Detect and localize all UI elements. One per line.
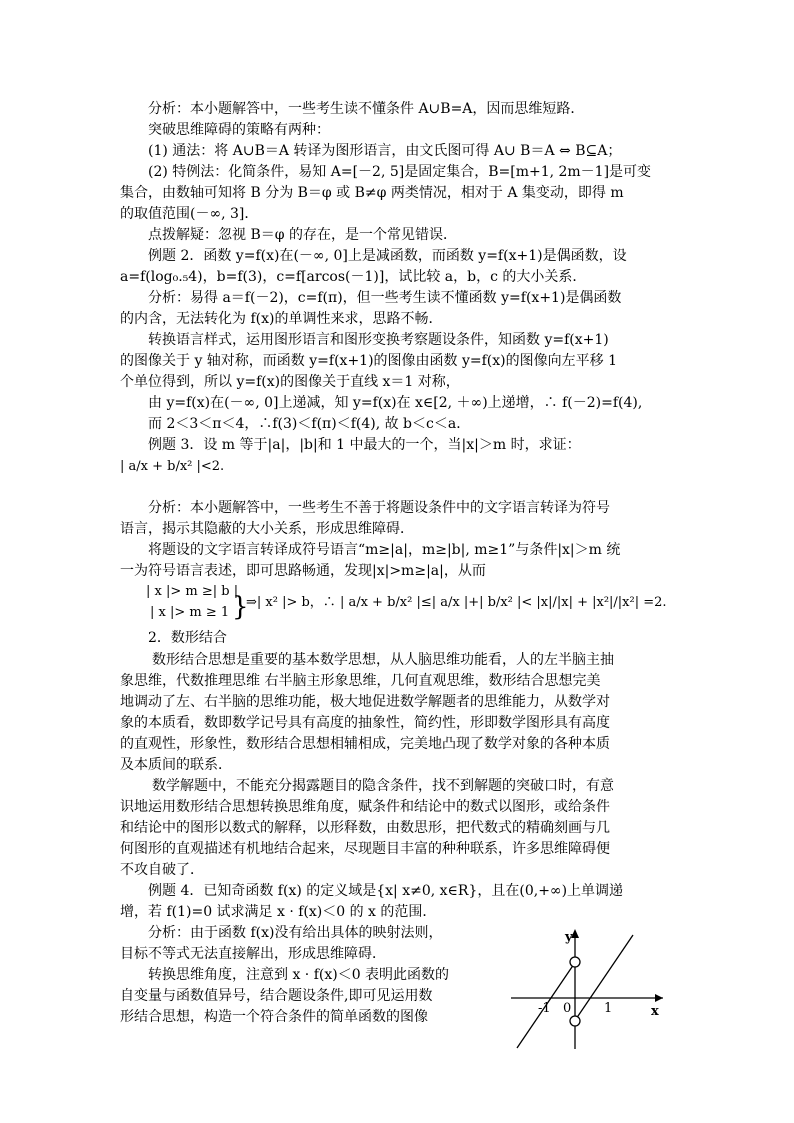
- text-line: 转换语言样式，运用图形语言和图形变换考察题设条件，知函数 y=f(x+1): [148, 332, 609, 348]
- text-line: 集合，由数轴可知将 B 分为 B＝φ 或 B≠φ 两类情况，相对于 A 集变动，即得 m: [120, 185, 624, 201]
- ex3-claim-formula: | a/x + b/x² |<2.: [120, 459, 225, 474]
- text-line: 的图像关于 y 轴对称，而函数 y=f(x+1)的图像由函数 y=f(x)的图像向左平移 1: [120, 353, 617, 369]
- text-line: (2) 特例法：化简条件，易知 A=[－2, 5]是固定集合，B=[m+1, 2m－1]是可变: [148, 164, 652, 180]
- text-line: 一为符号语言表述，即可思路畅通，发现|x|>m≥|a|，从而: [120, 563, 486, 579]
- section-heading: 2．数形结合: [148, 630, 227, 646]
- x-axis-arrow-icon: [655, 994, 663, 1002]
- tick-label-neg1: -1: [538, 1001, 551, 1016]
- text-line: 突破思维障碍的策略有两种：: [148, 122, 330, 138]
- text-line: 的取值范围(－∞, 3]．: [120, 206, 259, 222]
- text-line: 例题 2．函数 y=f(x)在(－∞, 0]上是减函数，而函数 y=f(x+1)是偶函数，设: [148, 248, 627, 264]
- text-line: 将题设的文字语言转译成符号语言“m≥|a|，m≥|b|, m≥1”与条件|x|＞m 统: [148, 542, 621, 558]
- open-point-upper: [570, 957, 580, 967]
- ex3-chain-formula: ⇒| x² |> b，∴ | a/x + b/x² |≤| a/x |+| b/x² |< |x|/|x| + |x²|/|x²| =2.: [246, 595, 667, 610]
- text-line: 的内含，无法转化为 f(x)的单调性来求，思路不畅．: [120, 311, 443, 327]
- text-line: 分析：由于函数 f(x)没有给出具体的映射法则，: [148, 925, 443, 941]
- ex3-system-line-2: | x |> m ≥ 1: [150, 605, 230, 620]
- text-line: 象的本质看，数即数学记号具有高度的抽象性，简约性，形即数学图形具有高度: [120, 715, 610, 731]
- text-line: 识地运用数形结合思想转换思维角度，赋条件和结论中的数式以图形，或给条件: [120, 799, 610, 815]
- text-line: 目标不等式无法直接解出，形成思维障碍．: [120, 946, 386, 962]
- y-label: y: [565, 930, 573, 945]
- x-label: x: [651, 1004, 659, 1019]
- text-line: 分析：本小题解答中，一些考生读不懂条件 A∪B=A，因而思维短路．: [148, 101, 585, 117]
- text-line: 不攻自破了．: [120, 862, 204, 878]
- tick-label-1: 1: [604, 1001, 613, 1016]
- text-line: 分析：本小题解答中，一些考生不善于将题设条件中的文字语言转译为符号: [148, 500, 610, 516]
- text-line: 象思维，代数推理思维 右半脑主形象思维，几何直观思维，数形结合思想完美: [120, 673, 601, 689]
- text-line: 地调动了左、右半脑的思维功能，极大地促进数学解题者的思维能力，从数学对: [120, 694, 610, 710]
- text-line: 而 2＜3＜π＜4，∴f(3)＜f(π)＜f(4), 故 b＜c＜a．: [148, 416, 471, 432]
- text-line: 语言，揭示其隐蔽的大小关系，形成思维障碍．: [120, 521, 414, 537]
- text-line: 由 y=f(x)在(－∞, 0]上递减，知 y=f(x)在 x∈[2, ＋∞)上递增，∴ f(－2)=f(4),: [148, 395, 643, 411]
- ex3-system-line-1: | x |> m ≥| b |: [146, 584, 239, 599]
- text-line: 何图形的直观描述有机地结合起来，尽现题目丰富的种种联系，许多思维障碍便: [120, 841, 610, 857]
- text-line: 形结合思想，构造一个符合条件的简单函数的图像: [120, 1009, 428, 1025]
- open-point-lower: [570, 1016, 580, 1026]
- text-line: 的直观性，形象性，数形结合思想相辅相成，完美地凸现了数学对象的各种本质: [120, 736, 610, 752]
- text-line: 增，若 f(1)=0 试求满足 x · f(x)＜0 的 x 的范围．: [120, 904, 437, 920]
- text-line: 分析：易得 a＝f(－2)，c=f(π)，但一些考生读不懂函数 y=f(x+1)是偶函数: [148, 290, 622, 306]
- text-line: 个单位得到，所以 y=f(x)的图像关于直线 x＝1 对称，: [120, 374, 460, 390]
- text-line: a=f(log₀.₅4)，b=f(3)，c=f[arcos(－1)]，试比较 a，b，c 的大小关系．: [120, 269, 587, 285]
- tick-label-0: 0: [563, 1001, 572, 1016]
- odd-function-graph: [505, 925, 675, 1055]
- text-line: 数形结合思想是重要的基本数学思想，从人脑思维功能看，人的左半脑主抽: [152, 652, 614, 668]
- text-line: 例题 4．已知奇函数 f(x) 的定义域是{x| x≠0, x∈R}，且在(0,+∞)上单调递: [148, 883, 624, 899]
- text-line: 和结论中的图形以数式的解释，以形释数，由数思形，把代数式的精确刻画与几: [120, 820, 610, 836]
- text-line: (1) 通法：将 A∪B＝A 转译为图形语言，由文氏图可得 A∪ B＝A ⇔ B⊆A；: [148, 143, 622, 159]
- text-line: 点拨解疑：忽视 B＝φ 的存在，是一个常见错误．: [148, 227, 457, 243]
- text-line: 及本质间的联系．: [120, 757, 232, 773]
- text-line: 数学解题中，不能充分揭露题目的隐含条件，找不到解题的突破口时，有意: [152, 778, 614, 794]
- text-line: 转换思维角度，注意到 x · f(x)＜0 表明此函数的: [148, 967, 450, 983]
- system-brace: }: [232, 592, 249, 622]
- text-line: 自变量与函数值异号，结合题设条件,即可见运用数: [120, 988, 433, 1004]
- text-line: 例题 3．设 m 等于|a|，|b|和 1 中最大的一个，当|x|＞m 时，求证：: [148, 437, 581, 453]
